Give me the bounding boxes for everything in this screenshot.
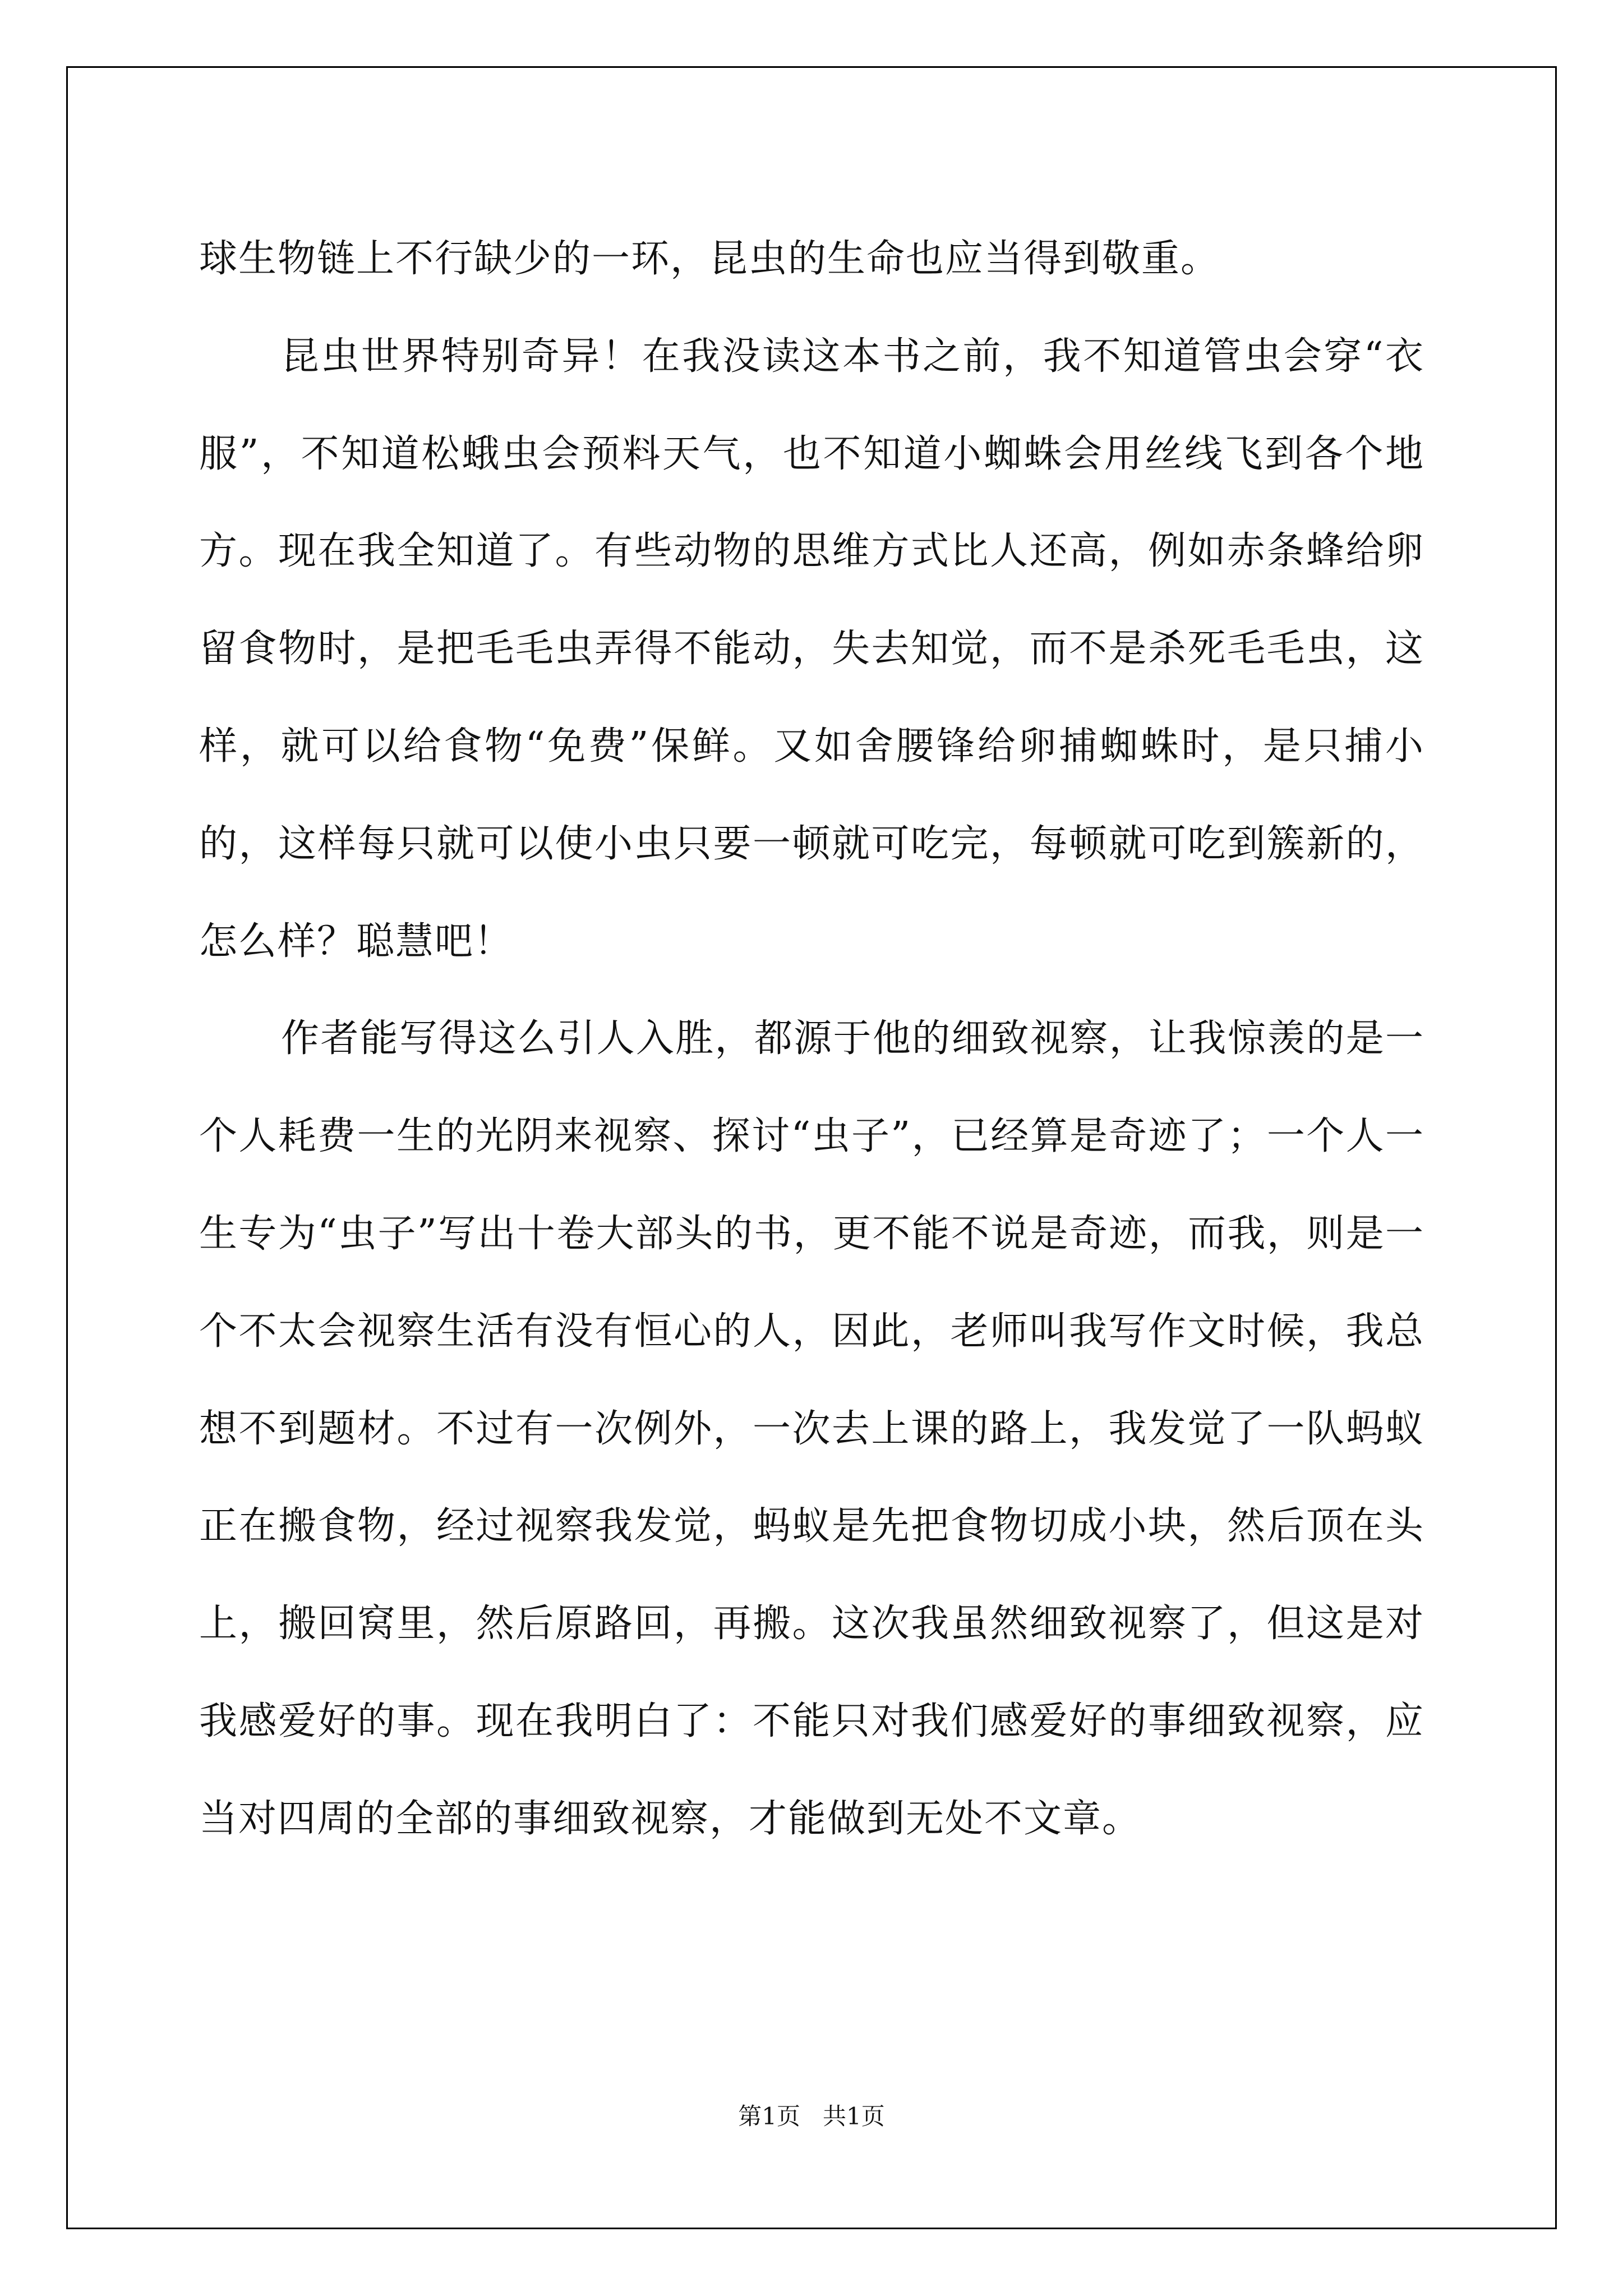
paragraph-insect-world: 昆虫世界特别奇异！在我没读这本书之前，我不知道管虫会穿“衣服”，不知道松蛾虫会预料天气，也不知道小蜘蛛会用丝线飞到各个地方。现在我全知道了。有些动物的思维方式比人还高，例如赤条蜂给卵留食物时，是把毛毛虫弄得不能动，失去知觉，而不是杀死毛毛虫，这样，就可以给食物“免费”保鲜。又如舍腰锋给卵捕蜘蛛时，是只捕小的，这样每只就可以使小虫只要一顿就可吃完，每顿就可吃到簇新的，怎么样？聪慧吧！ xyxy=(199,334,1424,964)
document-body xyxy=(199,210,1424,1868)
page-number-footer: 第1页 共1页 xyxy=(738,2102,885,2130)
paragraph-continuation: 球生物链上不行缺少的一环，昆虫的生命也应当得到敬重。 xyxy=(199,237,1220,281)
paragraph-author-observation: 作者能写得这么引人入胜，都源于他的细致视察，让我惊羡的是一个人耗费一生的光阴来视察、探讨“虫子”，已经算是奇迹了；一个人一生专为“虫子”写出十卷大部头的书，更不能不说是奇迹，而我，则是一个不太会视察生活有没有恒心的人，因此，老师叫我写作文时候，我总想不到题材。不过有一次例外，一次去上课的路上，我发觉了一队蚂蚁正在搬食物，经过视察我发觉，蚂蚁是先把食物切成小块，然后顶在头上，搬回窝里，然后原路回，再搬。这次我虽然细致视察了，但这是对我感爱好的事。现在我明白了：不能只对我们感爱好的事细致视察，应当对四周的全部的事细致视察，才能做到无处不文章。 xyxy=(199,1016,1424,1841)
